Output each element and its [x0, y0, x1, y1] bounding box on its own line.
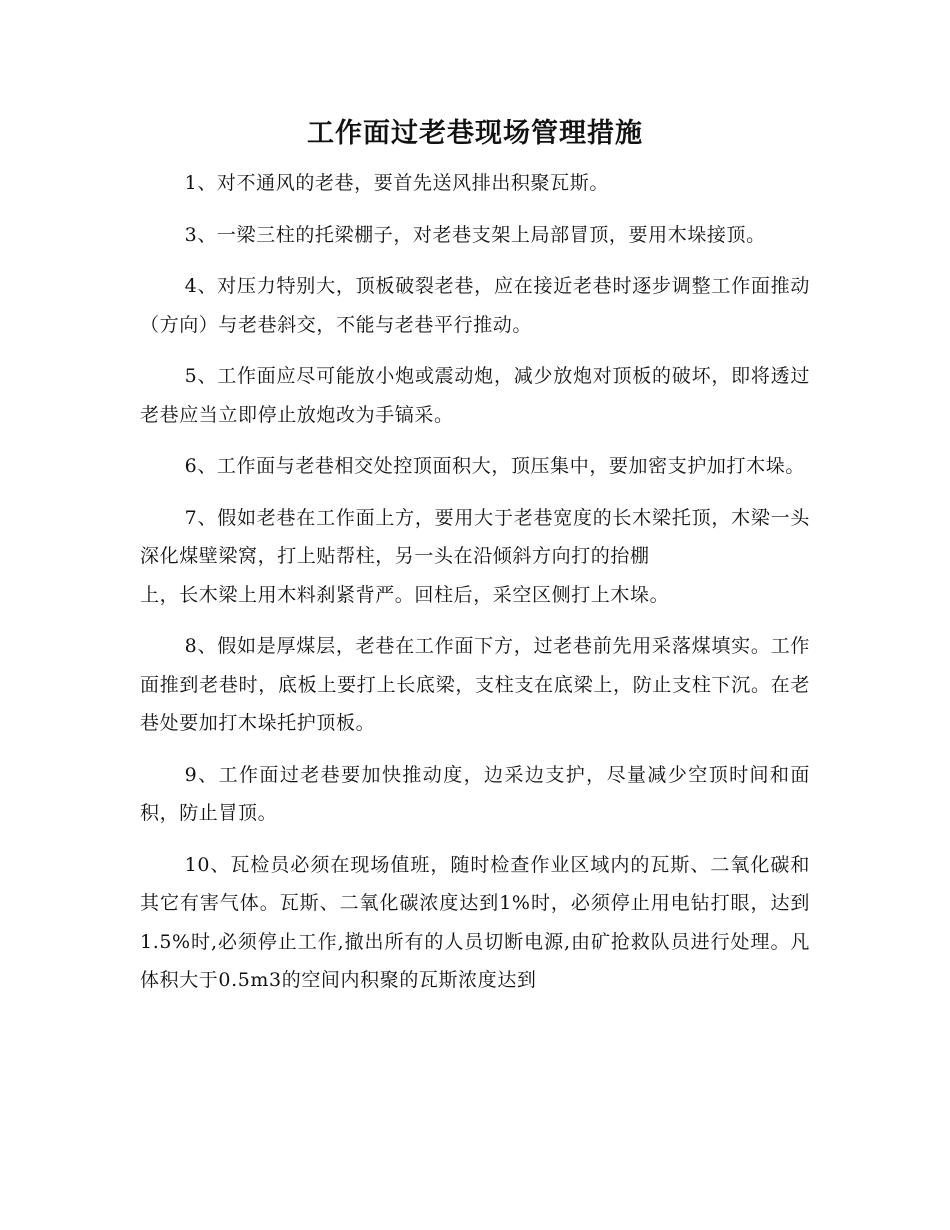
paragraph-6: 6、工作面与老巷相交处控顶面积大，顶压集中，要加密支护加打木垛。 — [184, 455, 805, 477]
document-body — [140, 164, 810, 1013]
paragraph-9: 9、工作面过老巷要加快推动度，边采边支护，尽量减少空顶时间和面积，防止冒顶。 — [140, 763, 810, 824]
paragraph-4: 4、对压力特别大，顶板破裂老巷，应在接近老巷时逐步调整工作面推动（方向）与老巷斜交，不能与老巷平行推动。 — [140, 275, 810, 336]
paragraph-5: 5、工作面应尽可能放小炮或震动炮，减少放炮对顶板的破坏，即将透过老巷应当立即停止放炮改为手镐采。 — [140, 365, 810, 426]
document-title: 工作面过老巷现场管理措施 — [307, 118, 643, 149]
paragraph-8: 8、假如是厚煤层，老巷在工作面下方，过老巷前先用采落煤填实。工作面推到老巷时，底板上要打上长底梁，支柱支在底梁上，防止支柱下沉。在老巷处要加打木垛托护顶板。 — [140, 635, 810, 734]
paragraph-10: 10、瓦检员必须在现场值班，随时检查作业区域内的瓦斯、二氧化碳和其它有害气体。瓦斯、二氧化碳浓度达到1%时，必须停止用电钻打眼，达到1.5%时,必须停止工作,撤出所有的人员切断电源,由矿抢救队员进行处理。凡体积大于0.5m3的空间内积聚的瓦斯浓度达到 — [140, 853, 810, 991]
paragraph-1: 1、对不通风的老巷，要首先送风排出积聚瓦斯。 — [184, 172, 609, 194]
paragraph-7: 7、假如老巷在工作面上方，要用大于老巷宽度的长木梁托顶，木梁一头深化煤壁梁窝，打上贴帮柱，另一头在沿倾斜方向打的抬棚 上，长木梁上用木料刹紧背严。回柱后，采空区侧打上木垛。 — [140, 506, 810, 606]
paragraph-3: 3、一梁三柱的托梁棚子，对老巷支架上局部冒顶，要用木垛接顶。 — [184, 223, 766, 246]
